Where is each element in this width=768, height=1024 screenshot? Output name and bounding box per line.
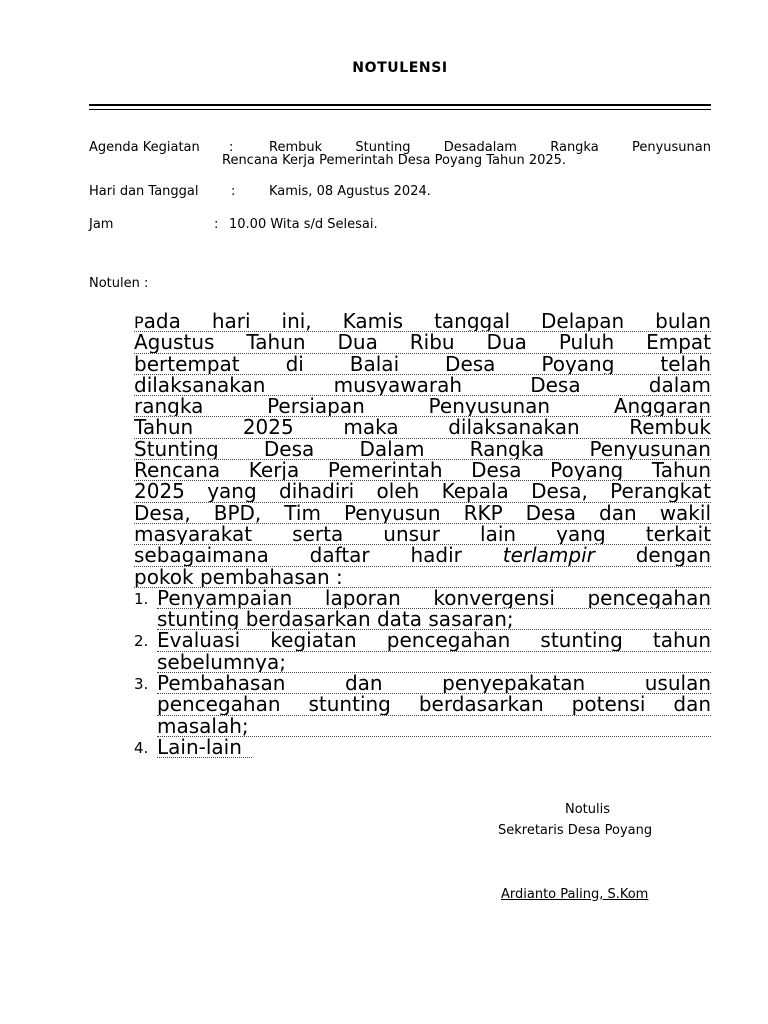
paragraph-line: pokok pembahasan :: [134, 567, 711, 588]
agenda-value-line1: Rembuk Stunting Desadalam Rangka Penyusunan: [269, 140, 711, 155]
paragraph-first-letter: P: [134, 313, 144, 332]
paragraph-line: Tahun 2025 maka dilaksanakan Rembuk: [134, 417, 711, 439]
agenda-item-line: masalah;: [157, 716, 711, 737]
agenda-item-number: 4.: [134, 738, 149, 757]
signature-name: Ardianto Paling, S.Kom: [501, 887, 649, 902]
paragraph-line: [134, 311, 711, 332]
paragraph-line: masyarakat serta unsur lain yang terkait: [134, 523, 711, 546]
attachment-reference: terlampir: [502, 545, 595, 567]
agenda-item-3: [134, 673, 711, 737]
paragraph-line: bertempat di Balai Desa Poyang telah: [134, 353, 711, 375]
paragraph-line: dilaksanakan musyawarah Desa dalam: [134, 374, 711, 397]
paragraph-line: Stunting Desa Dalam Rangka Penyusunan: [134, 438, 711, 461]
agenda-item-line: sebelumnya;: [157, 652, 711, 673]
document-title: NOTULENSI: [352, 60, 448, 76]
date-colon: :: [231, 184, 236, 199]
paragraph-line-text: sebagaimana daftar hadir: [134, 545, 462, 567]
paragraph-line: [134, 545, 711, 566]
agenda-item-number: 1.: [134, 589, 149, 608]
paragraph-line-text: ada hari ini, Kamis tanggal Delapan bulan: [143, 311, 711, 333]
date-value: Kamis, 08 Agustus 2024.: [269, 184, 431, 199]
agenda-item-1: [134, 588, 711, 631]
agenda-colon: :: [229, 140, 234, 155]
minutes-body: [134, 311, 711, 758]
agenda-item-line: Penyampaian laporan konvergensi pencegahan: [157, 587, 711, 610]
paragraph-line: Desa, BPD, Tim Penyusun RKP Desa dan wakil: [134, 502, 711, 524]
agenda-item-4: [134, 737, 711, 758]
signature-role: Notulis: [565, 802, 611, 817]
notulen-label: Notulen :: [89, 276, 149, 291]
agenda-item-line: stunting berdasarkan data sasaran;: [157, 609, 711, 630]
agenda-label: Agenda Kegiatan: [89, 140, 200, 155]
time-label: Jam: [89, 217, 114, 232]
agenda-item-line: Pembahasan dan penyepakatan usulan: [157, 673, 711, 695]
paragraph-line: 2025 yang dihadiri oleh Kepala Desa, Perangkat: [134, 481, 711, 503]
time-value: 10.00 Wita s/d Selesai.: [229, 217, 378, 232]
title-divider-thin: [89, 109, 711, 110]
agenda-item-line: pencegahan stunting berdasarkan potensi dan: [157, 694, 711, 716]
agenda-item-2: [134, 630, 711, 673]
agenda-item-number: 3.: [134, 675, 149, 694]
paragraph-line: Rencana Kerja Pemerintah Desa Poyang Tahun: [134, 460, 711, 482]
agenda-item-line: Evaluasi kegiatan pencegahan stunting tahun: [157, 630, 711, 652]
paragraph-line-text: dengan: [635, 545, 711, 567]
paragraph-line: rangka Persiapan Penyusunan Anggaran: [134, 396, 711, 418]
date-label: Hari dan Tanggal: [89, 184, 199, 199]
agenda-item-number: 2.: [134, 632, 149, 651]
signature-position: Sekretaris Desa Poyang: [498, 823, 653, 838]
title-divider-thick: [89, 104, 711, 106]
time-colon: :: [214, 217, 219, 232]
agenda-value-line2: Rencana Kerja Pemerintah Desa Poyang Tahun 2025.: [222, 153, 567, 168]
paragraph-line: Agustus Tahun Dua Ribu Dua Puluh Empat: [134, 332, 711, 354]
agenda-item-line: Lain-lain: [157, 737, 252, 758]
